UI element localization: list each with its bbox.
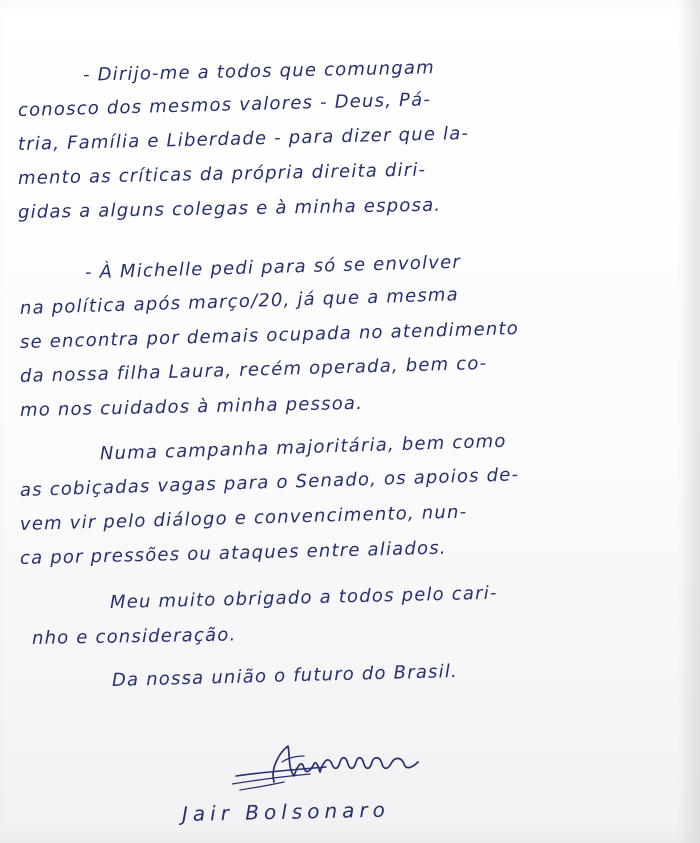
- letter-line: tria, Família e Liberdade - para dizer que la-: [17, 122, 470, 155]
- handwritten-signature: [232, 742, 432, 794]
- paragraph-michelle: [19, 251, 520, 428]
- letter-line: mento as críticas da própria direita diri-: [17, 159, 427, 189]
- letter-line: nho e consideração.: [31, 624, 237, 649]
- signature-name: Jair Bolsonaro: [181, 797, 391, 826]
- letter-line: mo nos cuidados à minha pessoa.: [19, 392, 364, 421]
- letter-line: as cobiçadas vagas para o Senado, os apoios de-: [19, 464, 520, 501]
- letter-line: da nossa filha Laura, recém operada, bem co-: [19, 352, 488, 387]
- paragraph-closing: [111, 660, 459, 698]
- letter-line: Meu muito obrigado a todos pelo cari-: [109, 582, 498, 614]
- paragraph-campaign: [19, 430, 520, 576]
- letter-line: gidas a alguns colegas e à minha esposa.: [17, 194, 442, 223]
- letter-line: ca por pressões ou ataques entre aliados.: [19, 537, 447, 569]
- letter-line: se encontra por demais ocupada no atendimento: [19, 318, 520, 353]
- closing-line: Da nossa união o futuro do Brasil.: [111, 660, 459, 691]
- letter-line: vem vir pelo diálogo e convencimento, nun-: [19, 501, 468, 535]
- letter-line: na política após março/20, já que a mesma: [19, 284, 460, 319]
- paragraph-thanks: [31, 582, 498, 656]
- letter-line: Numa campanha majoritária, bem como: [99, 430, 507, 465]
- letter-line: - À Michelle pedi para só se envolver: [84, 251, 462, 284]
- letter-line: - Dirijo-me a todos que comungam: [82, 57, 436, 86]
- paragraph-values: [17, 57, 470, 230]
- letter-line: conosco dos mesmos valores - Deus, Pá-: [17, 89, 432, 121]
